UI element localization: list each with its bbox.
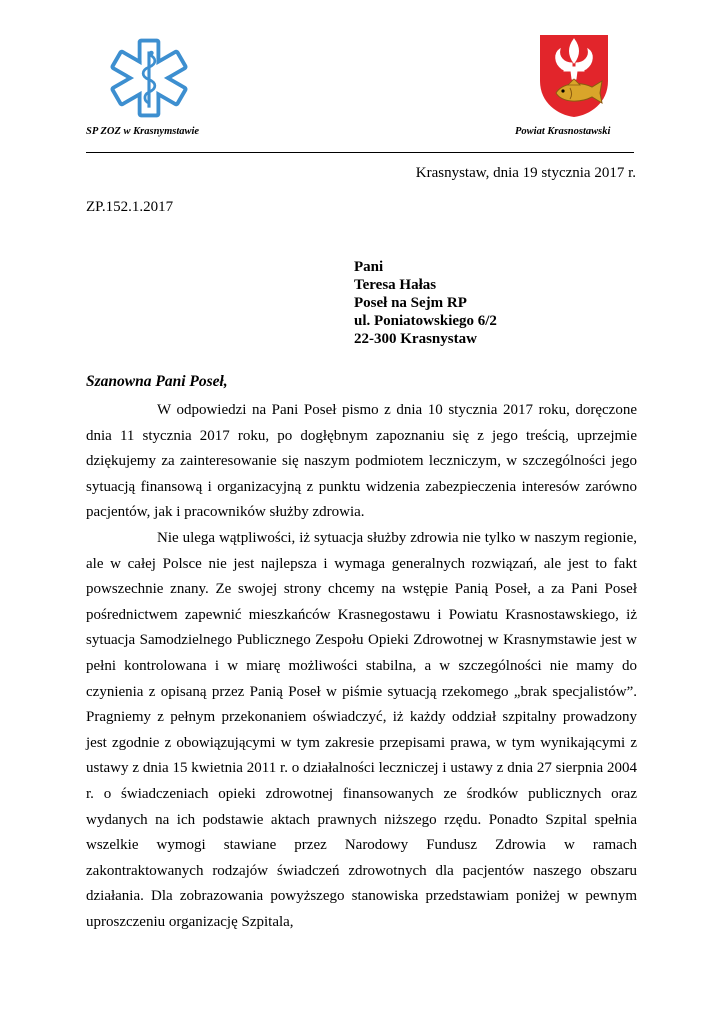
recipient-line: Teresa Hałas xyxy=(354,277,437,293)
recipient-address xyxy=(354,258,497,348)
letter-date: Krasnystaw, dnia 19 stycznia 2017 r. xyxy=(415,165,636,181)
recipient-line: Poseł na Sejm RP xyxy=(354,295,467,311)
coat-of-arms-icon xyxy=(538,33,610,119)
header-org-right: Powiat Krasnostawski xyxy=(515,126,611,137)
salutation: Szanowna Pani Poseł, xyxy=(86,373,228,390)
paragraph: Nie ulega wątpliwości, iż sytuacja służby zdrowia nie tylko w naszym regionie, ale w całej Polsce nie jest najlepsza i wymaga generalnych rozwiązań, ale jest to fakt powszechnie znany. Ze swojej strony chcemy na wstępie Panią Poseł, a za Pani Poseł pośrednictwem zapewnić mieszkańców Krasnegostawu i Powiatu Krasnostawskiego, iż sytuacja Samodzielnego Publicznego Zespołu Opieki Zdrowotnej w Krasnymstawie jest w pełni kontrolowana i w miarę możliwości stabilna, a w szczególności nie mamy do czynienia z opisaną przez Panią Poseł w piśmie sytuacją rzekomego „brak specjalistów”. Pragniemy z pełnym przekonaniem oświadczyć, iż każdy oddział szpitalny prowadzony jest zgodnie z obowiązującymi w tym zakresie przepisami prawa, w tym wynikającymi z ustawy z dnia 15 kwietnia 2011 r. o działalności leczniczej i ustawy z dnia 27 sierpnia 2004 r. o świadczeniach opieki zdrowotnej finansowanych ze środków publicznych oraz wydanych na ich podstawie aktach prawnych niższego rzędu. Ponadto Szpital spełnia wszelkie wymogi stawiane przez Narodowy Fundusz Zdrowia w ramach zakontraktowanych rodzajów świadczeń zdrowotnych dla pacjentów naszego obszaru działania. Dla zobrazowania powyższego stanowiska przedstawiam poniżej w pewnym uproszczeniu organizację Szpitala, xyxy=(86,529,637,930)
letter-body xyxy=(86,398,637,935)
star-of-life-icon xyxy=(110,38,188,118)
reference-number: ZP.152.1.2017 xyxy=(86,199,174,215)
recipient-line: 22-300 Krasnystaw xyxy=(354,331,477,347)
recipient-line: ul. Poniatowskiego 6/2 xyxy=(354,313,497,329)
header-org-left: SP ZOZ w Krasnymstawie xyxy=(86,126,200,137)
header-divider xyxy=(86,152,634,153)
recipient-line: Pani xyxy=(354,259,384,275)
paragraph: W odpowiedzi na Pani Poseł pismo z dnia 10 stycznia 2017 roku, doręczone dnia 11 stycznia 2017 roku, po dogłębnym zapoznaniu się z jego treścią, uprzejmie dziękujemy za zainteresowanie się naszym podmiotem leczniczym, w szczególności jego sytuacją finansową i organizacyjną z punktu widzenia zabezpieczenia interesów zarówno pacjentów, jak i pracowników służby zdrowia. xyxy=(86,402,637,521)
